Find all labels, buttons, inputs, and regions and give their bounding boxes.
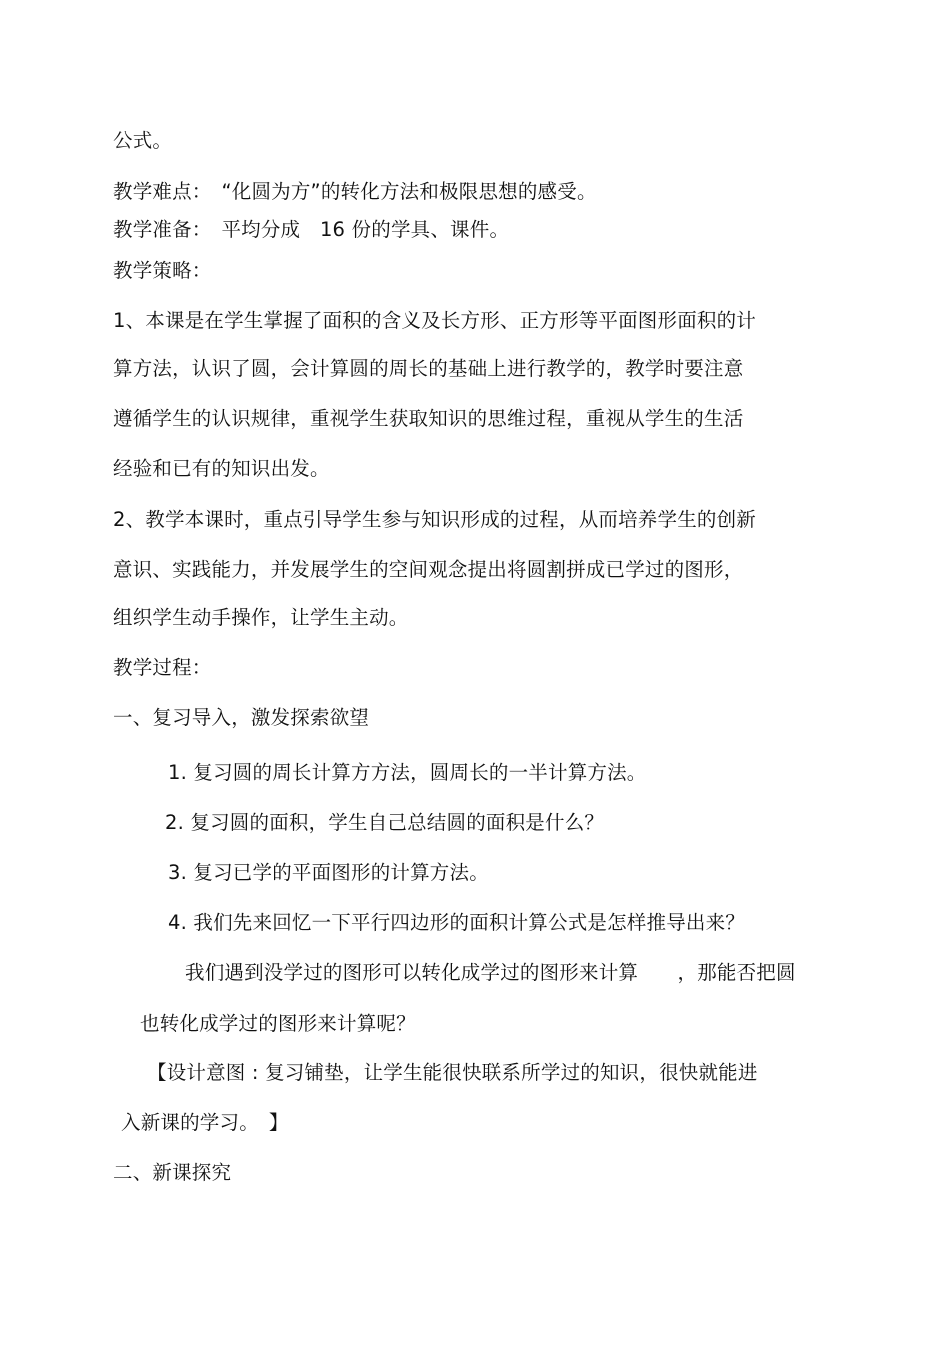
- text-line-transform-a: 我们遇到没学过的图形可以转化成学过的图形来计算 ，那能否把圆: [185, 961, 796, 984]
- text-line-teaching-preparation: 教学准备： 平均分成 16 份的学具、课件。: [113, 218, 510, 241]
- text-line-teaching-difficulty: 教学难点： “化圆为方”的转化方法和极限思想的感受。: [113, 180, 597, 203]
- text-line-design-intent-b: 入新课的学习。 】: [121, 1111, 289, 1134]
- text-line-transform-b: 也转化成学过的图形来计算呢？: [140, 1012, 416, 1035]
- section-heading-review: 一、复习导入，激发探索欲望: [113, 706, 370, 729]
- text-line-strategy-2b: 意识、实践能力，并发展学生的空间观念提出将圆割拼成已学过的图形，: [113, 558, 744, 581]
- text-line-teaching-process-heading: 教学过程：: [113, 656, 212, 679]
- text-line-strategy-1c: 遵循学生的认识规律，重视学生获取知识的思维过程，重视从学生的生活: [113, 407, 744, 430]
- list-item-4: 4. 我们先来回忆一下平行四边形的面积计算公式是怎样推导出来？: [168, 911, 746, 934]
- list-item-3: 3. 复习已学的平面图形的计算方法。: [168, 861, 489, 884]
- section-heading-new-lesson: 二、新课探究: [113, 1161, 232, 1184]
- text-line-design-intent-a: 【设计意图 : 复习铺垫，让学生能很快联系所学过的知识，很快就能进: [147, 1061, 758, 1084]
- text-line-strategy-1b: 算方法，认识了圆，会计算圆的周长的基础上进行教学的，教学时要注意: [113, 357, 744, 380]
- list-item-1: 1. 复习圆的周长计算方方法，圆周长的一半计算方法。: [168, 761, 647, 784]
- text-line-strategy-2c: 组织学生动手操作，让学生主动。: [113, 606, 409, 629]
- list-item-2: 2. 复习圆的面积，学生自己总结圆的面积是什么？: [165, 811, 605, 834]
- text-line-strategy-2a: 2、教学本课时，重点引导学生参与知识形成的过程，从而培养学生的创新: [113, 508, 757, 531]
- text-line-strategy-1d: 经验和已有的知识出发。: [113, 457, 330, 480]
- text-line-teaching-strategy-heading: 教学策略：: [113, 259, 212, 282]
- text-line-formula: 公式。: [113, 129, 173, 152]
- text-line-strategy-1a: 1、本课是在学生掌握了面积的含义及长方形、正方形等平面图形面积的计: [113, 309, 757, 332]
